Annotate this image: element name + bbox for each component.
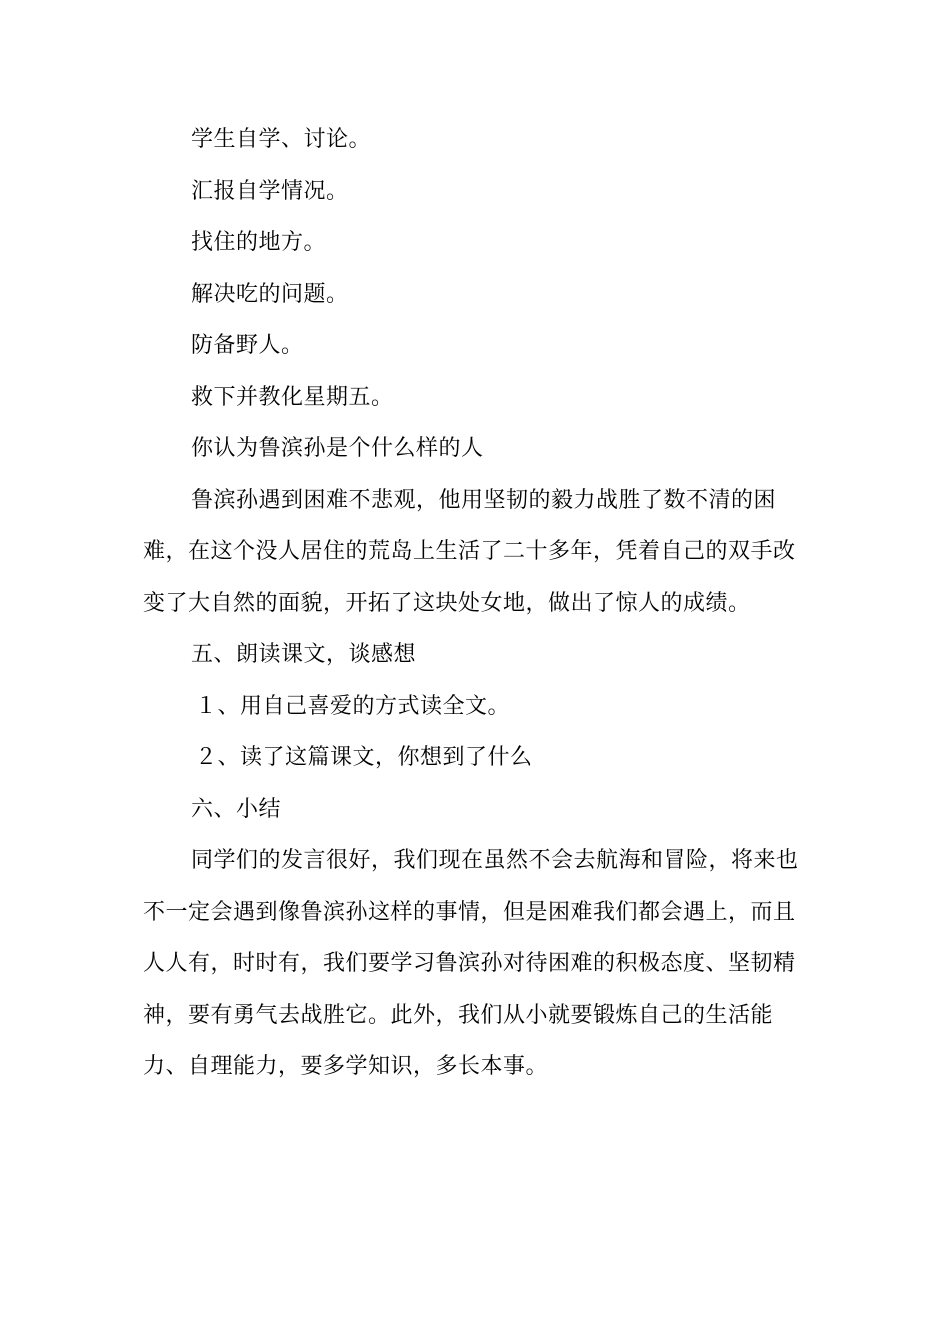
answer-paragraph-line: 变了大自然的面貌，开拓了这块处女地，做出了惊人的成绩。 [143,590,751,616]
summary-paragraph-line: 力、自理能力，要多学知识，多长本事。 [143,1054,549,1079]
answer-paragraph-line: 鲁滨孙遇到困难不悲观，他用坚韧的毅力战胜了数不清的困 [191,487,777,513]
paragraph-line: 救下并教化星期五。 [191,384,394,410]
summary-paragraph-line: 人人有，时时有，我们要学习鲁滨孙对待困难的积极态度、坚韧精 [143,951,796,976]
paragraph-line: 找住的地方。 [191,230,327,255]
numbered-item: ２、读了这篇课文，你想到了什么 [195,745,533,770]
summary-paragraph-line: 同学们的发言很好，我们现在虽然不会去航海和冒险，将来也 [191,848,799,873]
summary-paragraph-line: 不一定会遇到像鲁滨孙这样的事情，但是困难我们都会遇上，而且 [143,899,796,925]
numbered-item: １、用自己喜爱的方式读全文。 [195,693,511,719]
paragraph-line: 解决吃的问题。 [191,281,349,307]
summary-paragraph-line: 神，要有勇气去战胜它。此外，我们从小就要锻炼自己的生活能 [143,1002,774,1028]
paragraph-line: 防备野人。 [191,333,304,358]
paragraph-line: 学生自学、讨论。 [191,127,372,152]
paragraph-line: 汇报自学情况。 [191,178,349,204]
body-text [143,114,813,1093]
answer-paragraph-line: 难，在这个没人居住的荒岛上生活了二十多年，凭着自己的双手改 [143,539,796,564]
question-line: 你认为鲁滨孙是个什么样的人 [191,436,484,461]
section-heading: 六、小结 [191,796,282,822]
section-heading: 五、朗读课文，谈感想 [191,642,417,667]
